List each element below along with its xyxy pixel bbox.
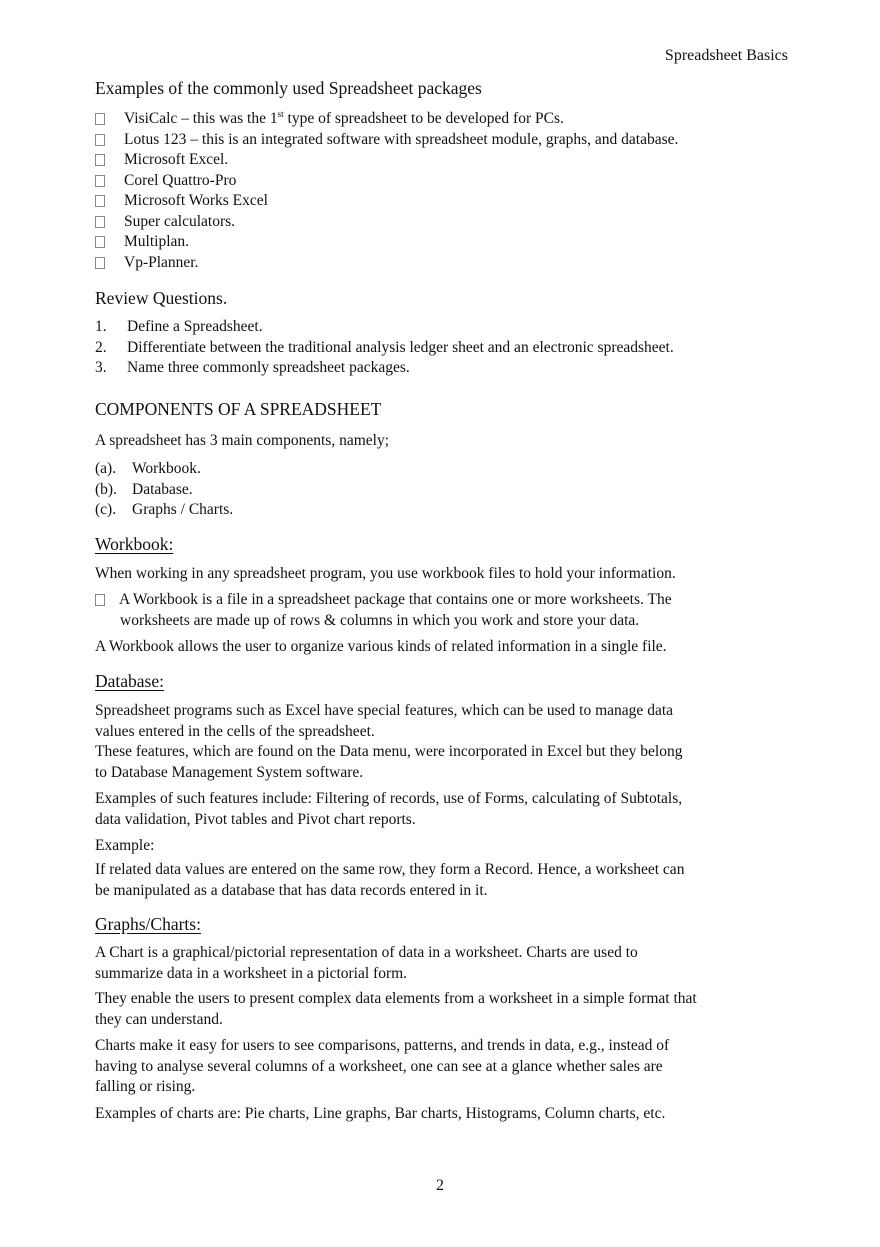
components-item-letter: (b).: [95, 480, 117, 498]
workbook-paragraph-2: A Workbook allows the user to organize various kinds of related information in a single file.: [95, 638, 667, 655]
review-item-text: Name three commonly spreadsheet packages.: [127, 359, 410, 376]
examples-list-item: [95, 130, 795, 151]
examples-list-item: [95, 232, 795, 253]
bullet-box-icon: [95, 257, 105, 269]
examples-item-text: Lotus 123 – this is an integrated software with spreadsheet module, graphs, and database.: [124, 130, 679, 148]
database-paragraph-2: [95, 789, 795, 830]
examples-item-text: Microsoft Excel.: [124, 151, 229, 168]
graphs-line: Charts make it easy for users to see comparisons, patterns, and trends in data, e.g., instead of: [95, 1037, 670, 1054]
database-line: Examples of such features include: Filtering of records, use of Forms, calculating of Subtotals,: [95, 790, 683, 807]
examples-title: Examples of the commonly used Spreadsheet packages: [95, 78, 482, 98]
database-title: Database:: [95, 671, 164, 691]
components-list: [95, 459, 795, 521]
graphs-title: Graphs/Charts:: [95, 914, 201, 934]
components-title: COMPONENTS OF A SPREADSHEET: [95, 399, 382, 419]
page-number: 2: [436, 1177, 444, 1194]
components-item-letter: (c).: [95, 501, 117, 518]
review-list-item: [95, 358, 795, 379]
review-item-text: Define a Spreadsheet.: [127, 318, 263, 335]
review-title: Review Questions.: [95, 288, 228, 308]
examples-list: [95, 109, 795, 273]
workbook-bullet-line-1: A Workbook is a file in a spreadsheet package that contains one or more worksheets. The: [119, 591, 672, 608]
bullet-box-icon: [95, 216, 105, 228]
components-list-item: [95, 459, 795, 480]
database-example-label: Example:: [95, 837, 155, 854]
bullet-box-icon: [95, 154, 105, 166]
components-intro: A spreadsheet has 3 main components, namely;: [95, 432, 390, 449]
database-paragraph-1: [95, 701, 795, 783]
graphs-paragraph-3: [95, 1036, 795, 1098]
review-list-item: [95, 338, 795, 359]
database-line: data validation, Pivot tables and Pivot chart reports.: [95, 810, 416, 828]
bullet-box-icon: [95, 236, 105, 248]
graphs-line: They enable the users to present complex data elements from a worksheet in a simple format that: [95, 990, 697, 1007]
examples-item-text: VisiCalc – this was the 1st type of spreadsheet to be developed for PCs.: [124, 108, 564, 127]
database-line: If related data values are entered on the same row, they form a Record. Hence, a worksheet can: [95, 861, 685, 878]
review-list-item: [95, 317, 795, 338]
workbook-title: Workbook:: [95, 534, 174, 554]
components-item-text: Graphs / Charts.: [132, 501, 234, 518]
graphs-paragraph-4: Examples of charts are: Pie charts, Line graphs, Bar charts, Histograms, Column charts, etc.: [95, 1105, 666, 1122]
components-item-letter: (a).: [95, 460, 117, 477]
components-list-item: [95, 500, 795, 521]
examples-list-item: [95, 150, 795, 171]
bullet-box-icon: [95, 134, 105, 146]
graphs-line: summarize data in a worksheet in a pictorial form.: [95, 964, 408, 982]
examples-list-item: [95, 109, 795, 130]
graphs-line: falling or rising.: [95, 1078, 196, 1095]
graphs-line: they can understand.: [95, 1010, 223, 1028]
review-item-number: 1.: [95, 318, 107, 335]
examples-list-item: [95, 171, 795, 192]
review-item-number: 2.: [95, 338, 107, 356]
workbook-bullet-line-2: worksheets are made up of rows & columns in which you work and store your data.: [120, 611, 640, 629]
graphs-paragraph-2: [95, 989, 795, 1030]
graphs-line: A Chart is a graphical/pictorial representation of data in a worksheet. Charts are used to: [95, 944, 638, 961]
workbook-paragraph-1: When working in any spreadsheet program, you use workbook files to hold your information.: [95, 565, 676, 582]
database-line: These features, which are found on the Data menu, were incorporated in Excel but they belong: [95, 743, 683, 760]
review-item-text: Differentiate between the traditional analysis ledger sheet and an electronic spreadsheet.: [127, 338, 674, 356]
graphs-paragraph-1: [95, 943, 795, 984]
examples-list-item: [95, 253, 795, 274]
bullet-box-icon: [95, 195, 105, 207]
review-list: [95, 317, 795, 379]
components-item-text: Workbook.: [132, 460, 201, 477]
bullet-box-icon: [95, 594, 105, 606]
running-header: Spreadsheet Basics: [664, 47, 788, 64]
examples-item-text: Corel Quattro-Pro: [124, 171, 237, 189]
examples-list-item: [95, 191, 795, 212]
workbook-bullet: [95, 590, 795, 631]
examples-item-text: Super calculators.: [124, 212, 236, 230]
database-line: to Database Management System software.: [95, 763, 364, 781]
bullet-box-icon: [95, 175, 105, 187]
examples-item-text: Microsoft Works Excel: [124, 192, 268, 209]
review-item-number: 3.: [95, 359, 107, 376]
database-paragraph-3: [95, 860, 795, 901]
components-item-text: Database.: [132, 480, 193, 498]
graphs-line: having to analyse several columns of a worksheet, one can see at a glance whether sales are: [95, 1057, 663, 1075]
database-line: values entered in the cells of the spreadsheet.: [95, 722, 375, 740]
examples-item-text: Vp-Planner.: [124, 253, 199, 271]
components-list-item: [95, 480, 795, 501]
examples-list-item: [95, 212, 795, 233]
database-line: Spreadsheet programs such as Excel have special features, which can be used to manage data: [95, 702, 674, 719]
examples-item-text: Multiplan.: [124, 233, 190, 250]
bullet-box-icon: [95, 113, 105, 125]
database-line: be manipulated as a database that has data records entered in it.: [95, 881, 488, 899]
